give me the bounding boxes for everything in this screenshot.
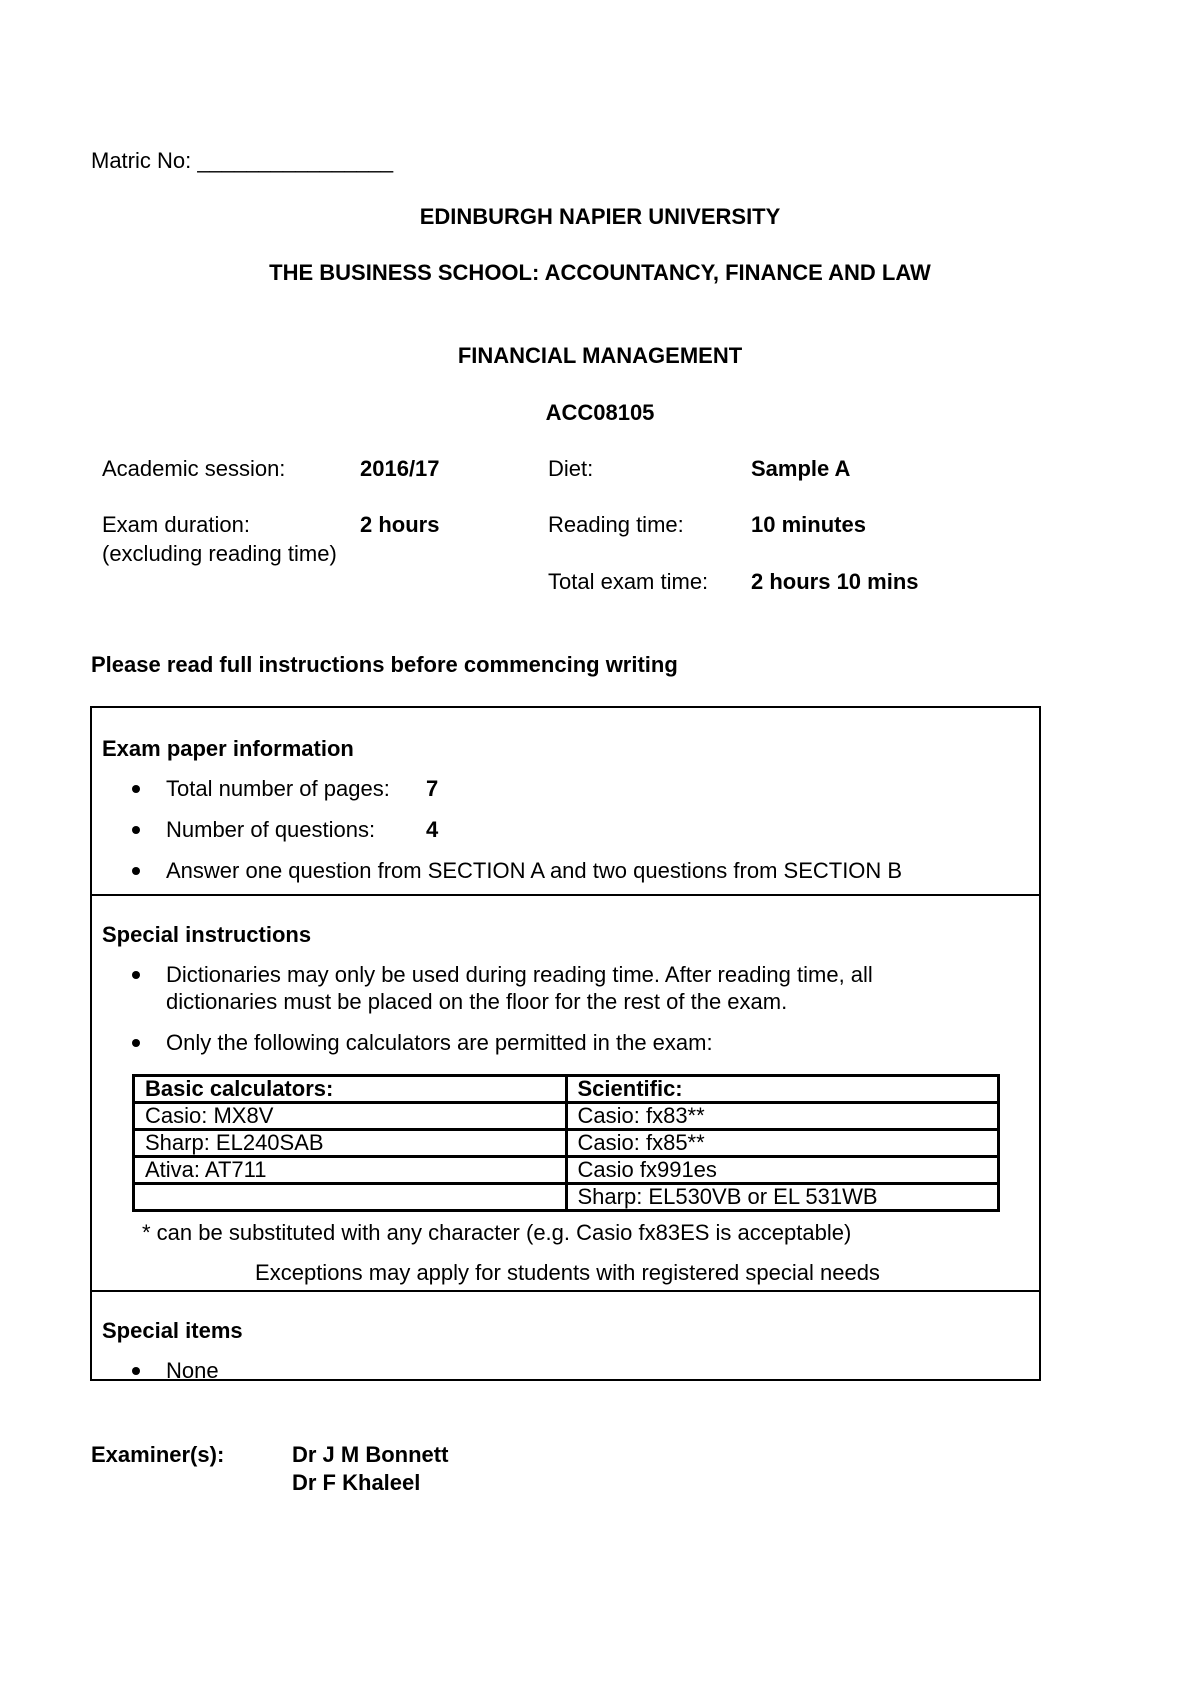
exam-paper-info-section bbox=[92, 708, 1039, 894]
bullet-icon bbox=[132, 1039, 140, 1047]
session-value: 2016/17 bbox=[360, 456, 440, 481]
header-basic: Basic calculators: bbox=[134, 1076, 567, 1103]
special-instructions-section bbox=[92, 894, 1039, 1292]
matric-no bbox=[91, 148, 393, 174]
table-cell: Sharp: EL530VB or EL 531WB bbox=[566, 1184, 999, 1211]
school-name: THE BUSINESS SCHOOL: ACCOUNTANCY, FINANCE AND LAW bbox=[269, 260, 931, 285]
substitution-note: * can be substituted with any character (e.g. Casio fx83ES is acceptable) bbox=[142, 1220, 852, 1245]
table-row bbox=[134, 1184, 999, 1211]
table-row bbox=[134, 1103, 999, 1130]
special-instructions-title: Special instructions bbox=[102, 922, 312, 947]
matric-blank: ________________ bbox=[197, 148, 394, 173]
bullet-icon bbox=[132, 826, 140, 834]
examiners-label: Examiner(s): bbox=[91, 1442, 225, 1467]
table-header-row bbox=[134, 1076, 999, 1103]
table-cell: Casio: fx83** bbox=[566, 1103, 999, 1130]
table-cell: Ativa: AT711 bbox=[134, 1157, 567, 1184]
header-scientific: Scientific: bbox=[566, 1076, 999, 1103]
diet-label: Diet: bbox=[548, 456, 594, 481]
duration-note: (excluding reading time) bbox=[102, 541, 337, 566]
calculators-table bbox=[132, 1074, 1000, 1212]
table-cell bbox=[134, 1184, 567, 1211]
table-cell: Sharp: EL240SAB bbox=[134, 1130, 567, 1157]
diet-value: Sample A bbox=[751, 456, 851, 481]
pages-value: 7 bbox=[426, 776, 439, 801]
examiner-name: Dr J M Bonnett bbox=[292, 1442, 449, 1467]
examiner-name: Dr F Khaleel bbox=[292, 1470, 421, 1495]
reading-value: 10 minutes bbox=[751, 512, 866, 537]
bullet-icon bbox=[132, 867, 140, 875]
reading-label: Reading time: bbox=[548, 512, 684, 537]
bullet-icon bbox=[132, 971, 140, 979]
exam-paper-info-title: Exam paper information bbox=[102, 736, 354, 761]
pages-label: Total number of pages: bbox=[166, 776, 390, 801]
table-cell: Casio: fx85** bbox=[566, 1130, 999, 1157]
total-value: 2 hours 10 mins bbox=[751, 569, 919, 594]
table-cell: Casio fx991es bbox=[566, 1157, 999, 1184]
module-code: ACC08105 bbox=[545, 400, 655, 425]
special-items-title: Special items bbox=[102, 1318, 243, 1343]
duration-value: 2 hours bbox=[360, 512, 440, 537]
instructions-heading: Please read full instructions before commencing writing bbox=[91, 652, 678, 677]
university-name: EDINBURGH NAPIER UNIVERSITY bbox=[419, 204, 781, 229]
session-label: Academic session: bbox=[102, 456, 286, 481]
table-row bbox=[134, 1157, 999, 1184]
total-label: Total exam time: bbox=[548, 569, 709, 594]
calculators-instruction: Only the following calculators are permitted in the exam: bbox=[166, 1030, 713, 1055]
exceptions-note: Exceptions may apply for students with registered special needs bbox=[255, 1260, 880, 1285]
dictionaries-line-2: dictionaries must be placed on the floor for the rest of the exam. bbox=[166, 989, 788, 1014]
questions-value: 4 bbox=[426, 817, 439, 842]
matric-label: Matric No: bbox=[91, 148, 192, 173]
module-title: FINANCIAL MANAGEMENT bbox=[457, 343, 743, 368]
table-cell: Casio: MX8V bbox=[134, 1103, 567, 1130]
exam-info-box bbox=[90, 706, 1041, 1381]
special-item-none: None bbox=[166, 1358, 219, 1383]
bullet-icon bbox=[132, 1367, 140, 1375]
bullet-icon bbox=[132, 785, 140, 793]
dictionaries-line-1: Dictionaries may only be used during reading time. After reading time, all bbox=[166, 962, 873, 987]
special-items-section bbox=[92, 1290, 1039, 1381]
questions-label: Number of questions: bbox=[166, 817, 376, 842]
table-row bbox=[134, 1130, 999, 1157]
duration-label: Exam duration: bbox=[102, 512, 250, 537]
answer-instruction: Answer one question from SECTION A and two questions from SECTION B bbox=[166, 858, 903, 883]
